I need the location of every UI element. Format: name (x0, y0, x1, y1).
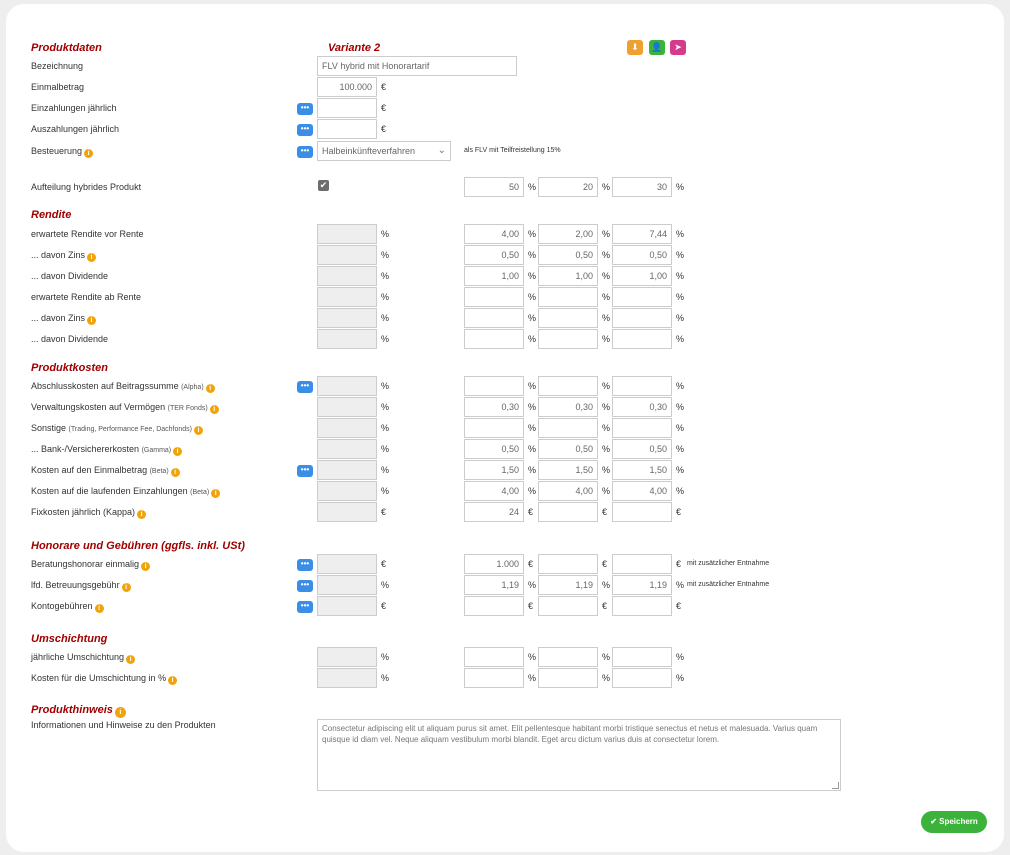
row-value-input[interactable] (612, 647, 672, 667)
row-value-unit: % (528, 652, 537, 662)
row-value-input[interactable]: 24 (464, 502, 524, 522)
row-value-unit: % (602, 271, 611, 281)
row-base-input (317, 668, 377, 688)
row-value-unit: % (602, 381, 611, 391)
row-label-text: ... Bank-/Versichererkosten (31, 444, 140, 454)
row-label-hint: (Beta) (190, 489, 210, 496)
variant-title: Variante 2 (328, 42, 381, 54)
row-label-text: Kosten für die Umschichtung in % (31, 673, 167, 683)
row-base-unit: % (381, 465, 390, 475)
row-value-input[interactable] (612, 376, 672, 396)
row-value-input[interactable] (612, 287, 672, 307)
row-label-text: Verwaltungskosten auf Vermögen (31, 402, 166, 412)
row-value-unit: % (528, 402, 537, 412)
row-base-input (317, 245, 377, 265)
row-value-unit: % (676, 229, 685, 239)
row-base-unit: % (381, 673, 390, 683)
besteuerung-select-value: Halbeinkünfteverfahren (322, 146, 416, 156)
bezeichnung-label: Bezeichnung (31, 61, 84, 71)
row-base-input (317, 575, 377, 595)
aufteilung-unit-1: % (528, 182, 537, 192)
row-value-unit: % (528, 580, 537, 590)
row-value-unit: % (676, 334, 685, 344)
save-label: Speichern (939, 817, 978, 826)
row-value-input[interactable] (612, 668, 672, 688)
row-value-unit: % (602, 334, 611, 344)
row-base-input (317, 287, 377, 307)
row-label-text: Abschlusskosten auf Beitragssumme (31, 381, 179, 391)
row-value-unit: % (602, 444, 611, 454)
row-label (31, 312, 96, 325)
info-icon[interactable]: i (194, 426, 203, 435)
row-label (31, 672, 177, 685)
row-value-input[interactable]: 2,00 (538, 224, 598, 244)
download-icon[interactable]: ⬇ (627, 40, 643, 55)
auszahlungen-more-button[interactable]: ••• (297, 124, 313, 136)
row-base-input (317, 481, 377, 501)
row-value-input[interactable] (612, 502, 672, 522)
row-base-unit: € (381, 559, 387, 569)
row-value-unit: % (676, 381, 685, 391)
row-base-unit: % (381, 402, 390, 412)
row-label-hint: (Gamma) (141, 447, 172, 454)
row-label (31, 464, 180, 478)
row-label (31, 506, 146, 519)
row-value-input[interactable]: 1,00 (612, 266, 672, 286)
row-label-text: Sonstige (31, 423, 67, 433)
row-label-text: erwartete Rendite ab Rente (31, 292, 142, 302)
row-label (31, 422, 203, 436)
row-label-text: Beratungshonorar einmalig (31, 559, 140, 569)
row-value-unit: % (676, 652, 685, 662)
auszahlungen-label: Auszahlungen jährlich (31, 124, 120, 134)
row-value-unit: € (528, 507, 534, 517)
row-value-input[interactable]: 4,00 (464, 481, 524, 501)
aufteilung-unit-2: % (602, 182, 611, 192)
row-value-unit: % (676, 423, 685, 433)
row-value-input[interactable] (464, 329, 524, 349)
auszahlungen-unit: € (381, 124, 387, 134)
row-value-unit: % (528, 250, 537, 260)
row-label-text: lfd. Betreuungsgebühr (31, 580, 120, 590)
auszahlungen-input[interactable] (317, 119, 377, 139)
row-base-input (317, 266, 377, 286)
row-value-input[interactable]: 0,30 (464, 397, 524, 417)
row-label (31, 401, 219, 415)
row-value-input[interactable]: 0,50 (538, 439, 598, 459)
row-value-unit: % (676, 444, 685, 454)
row-label (31, 485, 220, 499)
row-value-input[interactable] (538, 376, 598, 396)
info-icon[interactable]: i (168, 676, 177, 685)
row-value-unit: € (676, 601, 682, 611)
row-value-unit: % (676, 292, 685, 302)
row-value-unit: % (602, 423, 611, 433)
row-more-button[interactable]: ••• (297, 381, 313, 393)
row-value-unit: % (528, 444, 537, 454)
einmalbetrag-input[interactable]: 100.000 (317, 77, 377, 97)
row-value-input[interactable] (538, 308, 598, 328)
row-value-input[interactable]: 0,50 (464, 245, 524, 265)
info-icon[interactable]: i (137, 510, 146, 519)
aufteilung-input-1[interactable]: 50 (464, 177, 524, 197)
row-more-button[interactable]: ••• (297, 601, 313, 613)
row-value-unit: % (528, 229, 537, 239)
row-more-button[interactable]: ••• (297, 580, 313, 592)
row-value-unit: % (602, 229, 611, 239)
besteuerung-note: als FLV mit Teilfreistellung 15% (464, 147, 561, 154)
row-value-unit: % (528, 486, 537, 496)
produkthinweis-title-text: Produkthinweis (31, 704, 113, 716)
row-value-input[interactable] (464, 308, 524, 328)
row-label-hint: (Alpha) (181, 384, 204, 391)
row-label-text: Kosten auf den Einmalbetrag (31, 465, 148, 475)
einmalbetrag-label: Einmalbetrag (31, 82, 85, 92)
row-base-input (317, 554, 377, 574)
info-icon[interactable]: i (171, 468, 180, 477)
row-label (31, 443, 182, 457)
row-value-input[interactable]: 1,19 (464, 575, 524, 595)
row-base-input (317, 460, 377, 480)
aufteilung-label: Aufteilung hybrides Produkt (31, 182, 142, 192)
row-value-unit: % (602, 580, 611, 590)
bezeichnung-input[interactable]: FLV hybrid mit Honorartarif (317, 56, 517, 76)
row-value-input[interactable] (538, 287, 598, 307)
row-value-input[interactable]: 1,50 (464, 460, 524, 480)
row-base-unit: % (381, 313, 390, 323)
besteuerung-label (31, 145, 93, 158)
row-value-input[interactable]: 0,50 (612, 439, 672, 459)
row-label-text: jährliche Umschichtung (31, 652, 125, 662)
row-label (31, 600, 104, 613)
besteuerung-select[interactable] (317, 141, 451, 161)
row-base-unit: % (381, 423, 390, 433)
row-value-unit: % (602, 313, 611, 323)
hinweis-textarea[interactable] (317, 719, 841, 791)
row-value-unit: % (602, 652, 611, 662)
row-value-unit: % (528, 381, 537, 391)
row-value-unit: % (602, 465, 611, 475)
row-value-input[interactable] (538, 668, 598, 688)
chevron-down-icon: ⌄ (437, 145, 446, 156)
row-value-unit: % (676, 250, 685, 260)
row-value-input[interactable] (538, 418, 598, 438)
row-value-input[interactable] (538, 647, 598, 667)
einzahlungen-unit: € (381, 103, 387, 113)
row-value-input[interactable]: 1,50 (612, 460, 672, 480)
row-value-input[interactable]: 7,44 (612, 224, 672, 244)
row-label (31, 249, 96, 262)
section-title-rendite: Rendite (31, 209, 72, 221)
row-value-unit: % (528, 292, 537, 302)
save-button[interactable] (921, 811, 987, 833)
row-base-unit: % (381, 229, 390, 239)
row-value-input[interactable]: 4,00 (538, 481, 598, 501)
row-value-input[interactable] (538, 502, 598, 522)
row-value-input[interactable]: 1,00 (464, 266, 524, 286)
row-value-unit: % (676, 673, 685, 683)
row-value-input[interactable] (464, 668, 524, 688)
row-value-input[interactable]: 0,50 (538, 245, 598, 265)
einzahlungen-input[interactable] (317, 98, 377, 118)
row-value-unit: € (602, 507, 608, 517)
row-base-input (317, 439, 377, 459)
row-label (31, 333, 108, 345)
row-value-unit: % (528, 673, 537, 683)
row-base-input (317, 397, 377, 417)
row-base-unit: % (381, 250, 390, 260)
info-icon[interactable]: i (206, 384, 215, 393)
row-value-unit: % (676, 465, 685, 475)
row-value-unit: % (528, 334, 537, 344)
row-base-unit: % (381, 580, 390, 590)
row-value-input[interactable]: 1,19 (612, 575, 672, 595)
info-icon[interactable]: i (211, 489, 220, 498)
row-label-text: erwartete Rendite vor Rente (31, 229, 144, 239)
row-base-input (317, 502, 377, 522)
row-more-button[interactable]: ••• (297, 559, 313, 571)
section-title-umschichtung: Umschichtung (31, 633, 108, 645)
row-value-input[interactable] (612, 596, 672, 616)
row-label-text: Kosten auf die laufenden Einzahlungen (31, 486, 188, 496)
row-value-unit: € (602, 559, 608, 569)
row-note: mit zusätzlicher Entnahme (687, 560, 770, 567)
row-value-input[interactable]: 0,30 (538, 397, 598, 417)
row-value-input[interactable]: 1,19 (538, 575, 598, 595)
row-value-input[interactable]: 0,50 (464, 439, 524, 459)
row-value-input[interactable] (464, 596, 524, 616)
section-title-produktdaten: Produktdaten (31, 42, 102, 54)
info-icon[interactable]: i (95, 604, 104, 613)
row-value-input[interactable] (538, 329, 598, 349)
row-value-unit: % (528, 465, 537, 475)
row-value-unit: % (528, 313, 537, 323)
hinweis-label: Informationen und Hinweise zu den Produkten (31, 720, 216, 730)
row-value-unit: % (602, 250, 611, 260)
row-label (31, 558, 150, 571)
einzahlungen-more-button[interactable]: ••• (297, 103, 313, 115)
row-label (31, 651, 135, 664)
resize-handle[interactable] (832, 782, 839, 789)
row-value-unit: % (676, 402, 685, 412)
section-title-produktkosten: Produktkosten (31, 362, 109, 374)
row-value-input[interactable] (538, 596, 598, 616)
info-icon[interactable]: i (126, 655, 135, 664)
row-value-input[interactable] (538, 554, 598, 574)
row-value-input[interactable]: 1.000 (464, 554, 524, 574)
section-title-honorare: Honorare und Gebühren (ggfls. inkl. USt) (31, 540, 245, 552)
user-icon[interactable]: 👤 (649, 40, 665, 55)
row-base-unit: % (381, 292, 390, 302)
row-value-input[interactable] (464, 418, 524, 438)
send-icon[interactable]: ➤ (670, 40, 686, 55)
row-value-input[interactable] (464, 287, 524, 307)
row-value-unit: % (676, 313, 685, 323)
aufteilung-unit-3: % (676, 182, 685, 192)
row-value-unit: % (602, 402, 611, 412)
row-label-text: ... davon Dividende (31, 271, 109, 281)
row-label (31, 228, 144, 240)
row-base-unit: % (381, 381, 390, 391)
row-value-unit: % (602, 486, 611, 496)
row-value-unit: € (676, 507, 682, 517)
hinweis-text: Consectetur adipiscing elit ut aliquam purus sit amet. Elit pellentesque habitant morbi tristique senectus et netus et malesuada. Varius quam quisque id diam vel. Neque aliquam vestibulum morbi blandit. Eget arcu dictum varius duis at consectetur lorem. (322, 724, 818, 744)
row-value-unit: € (602, 601, 608, 611)
aufteilung-input-2[interactable]: 20 (538, 177, 598, 197)
row-value-unit: € (528, 601, 534, 611)
row-base-unit: € (381, 507, 387, 517)
row-value-input[interactable]: 0,50 (612, 245, 672, 265)
row-base-unit: % (381, 271, 390, 281)
info-icon[interactable]: i (210, 405, 219, 414)
row-base-unit: % (381, 486, 390, 496)
aufteilung-checkbox[interactable]: ✔ (319, 180, 328, 190)
row-base-input (317, 224, 377, 244)
row-value-unit: % (602, 673, 611, 683)
besteuerung-label-text: Besteuerung (31, 146, 83, 156)
aufteilung-input-3[interactable]: 30 (612, 177, 672, 197)
info-icon[interactable]: i (122, 583, 131, 592)
section-title-produkthinweis (31, 704, 126, 718)
info-icon[interactable]: i (87, 253, 96, 262)
row-value-unit: % (528, 423, 537, 433)
info-icon[interactable]: i (87, 316, 96, 325)
row-base-unit: % (381, 652, 390, 662)
info-icon[interactable]: i (115, 707, 126, 718)
row-label-text: ... davon Zins (31, 250, 86, 260)
row-label-text: Fixkosten jährlich (Kappa) (31, 507, 136, 517)
row-value-input[interactable]: 1,00 (538, 266, 598, 286)
info-icon[interactable]: i (173, 447, 182, 456)
row-value-unit: € (528, 559, 534, 569)
row-base-input (317, 596, 377, 616)
info-icon[interactable]: i (141, 562, 150, 571)
row-base-input (317, 329, 377, 349)
row-base-input (317, 418, 377, 438)
check-icon: ✔ (930, 817, 937, 826)
row-base-unit: € (381, 601, 387, 611)
row-value-unit: % (602, 292, 611, 302)
row-value-unit: € (676, 559, 682, 569)
row-value-input[interactable] (612, 308, 672, 328)
row-label (31, 380, 215, 394)
row-value-unit: % (676, 271, 685, 281)
row-label (31, 579, 131, 592)
einmalbetrag-unit: € (381, 82, 387, 92)
row-label-text: ... davon Dividende (31, 334, 109, 344)
row-value-input[interactable] (464, 376, 524, 396)
row-value-unit: % (676, 486, 685, 496)
row-label-hint: (Trading, Performance Fee, Dachfonds) (68, 426, 193, 433)
row-value-input[interactable] (612, 554, 672, 574)
row-base-input (317, 647, 377, 667)
row-value-input[interactable] (464, 647, 524, 667)
row-value-input[interactable]: 4,00 (612, 481, 672, 501)
row-base-input (317, 308, 377, 328)
row-label (31, 270, 108, 282)
row-value-input[interactable] (612, 418, 672, 438)
row-value-input[interactable]: 4,00 (464, 224, 524, 244)
row-base-input (317, 376, 377, 396)
row-more-button[interactable]: ••• (297, 465, 313, 477)
row-label-text: ... davon Zins (31, 313, 86, 323)
row-label-hint: (Beta) (149, 468, 169, 475)
info-icon[interactable]: i (84, 149, 93, 158)
row-value-input[interactable] (612, 329, 672, 349)
row-value-unit: % (676, 580, 685, 590)
row-label-hint: (TER Fonds) (167, 405, 208, 412)
row-value-input[interactable]: 0,30 (612, 397, 672, 417)
row-note: mit zusätzlicher Entnahme (687, 581, 770, 588)
row-base-unit: % (381, 334, 390, 344)
row-label (31, 291, 141, 303)
row-label-text: Kontogebühren (31, 601, 93, 611)
row-base-unit: % (381, 444, 390, 454)
besteuerung-more-button[interactable]: ••• (297, 146, 313, 158)
einzahlungen-label: Einzahlungen jährlich (31, 103, 117, 113)
row-value-input[interactable]: 1,50 (538, 460, 598, 480)
row-value-unit: % (528, 271, 537, 281)
